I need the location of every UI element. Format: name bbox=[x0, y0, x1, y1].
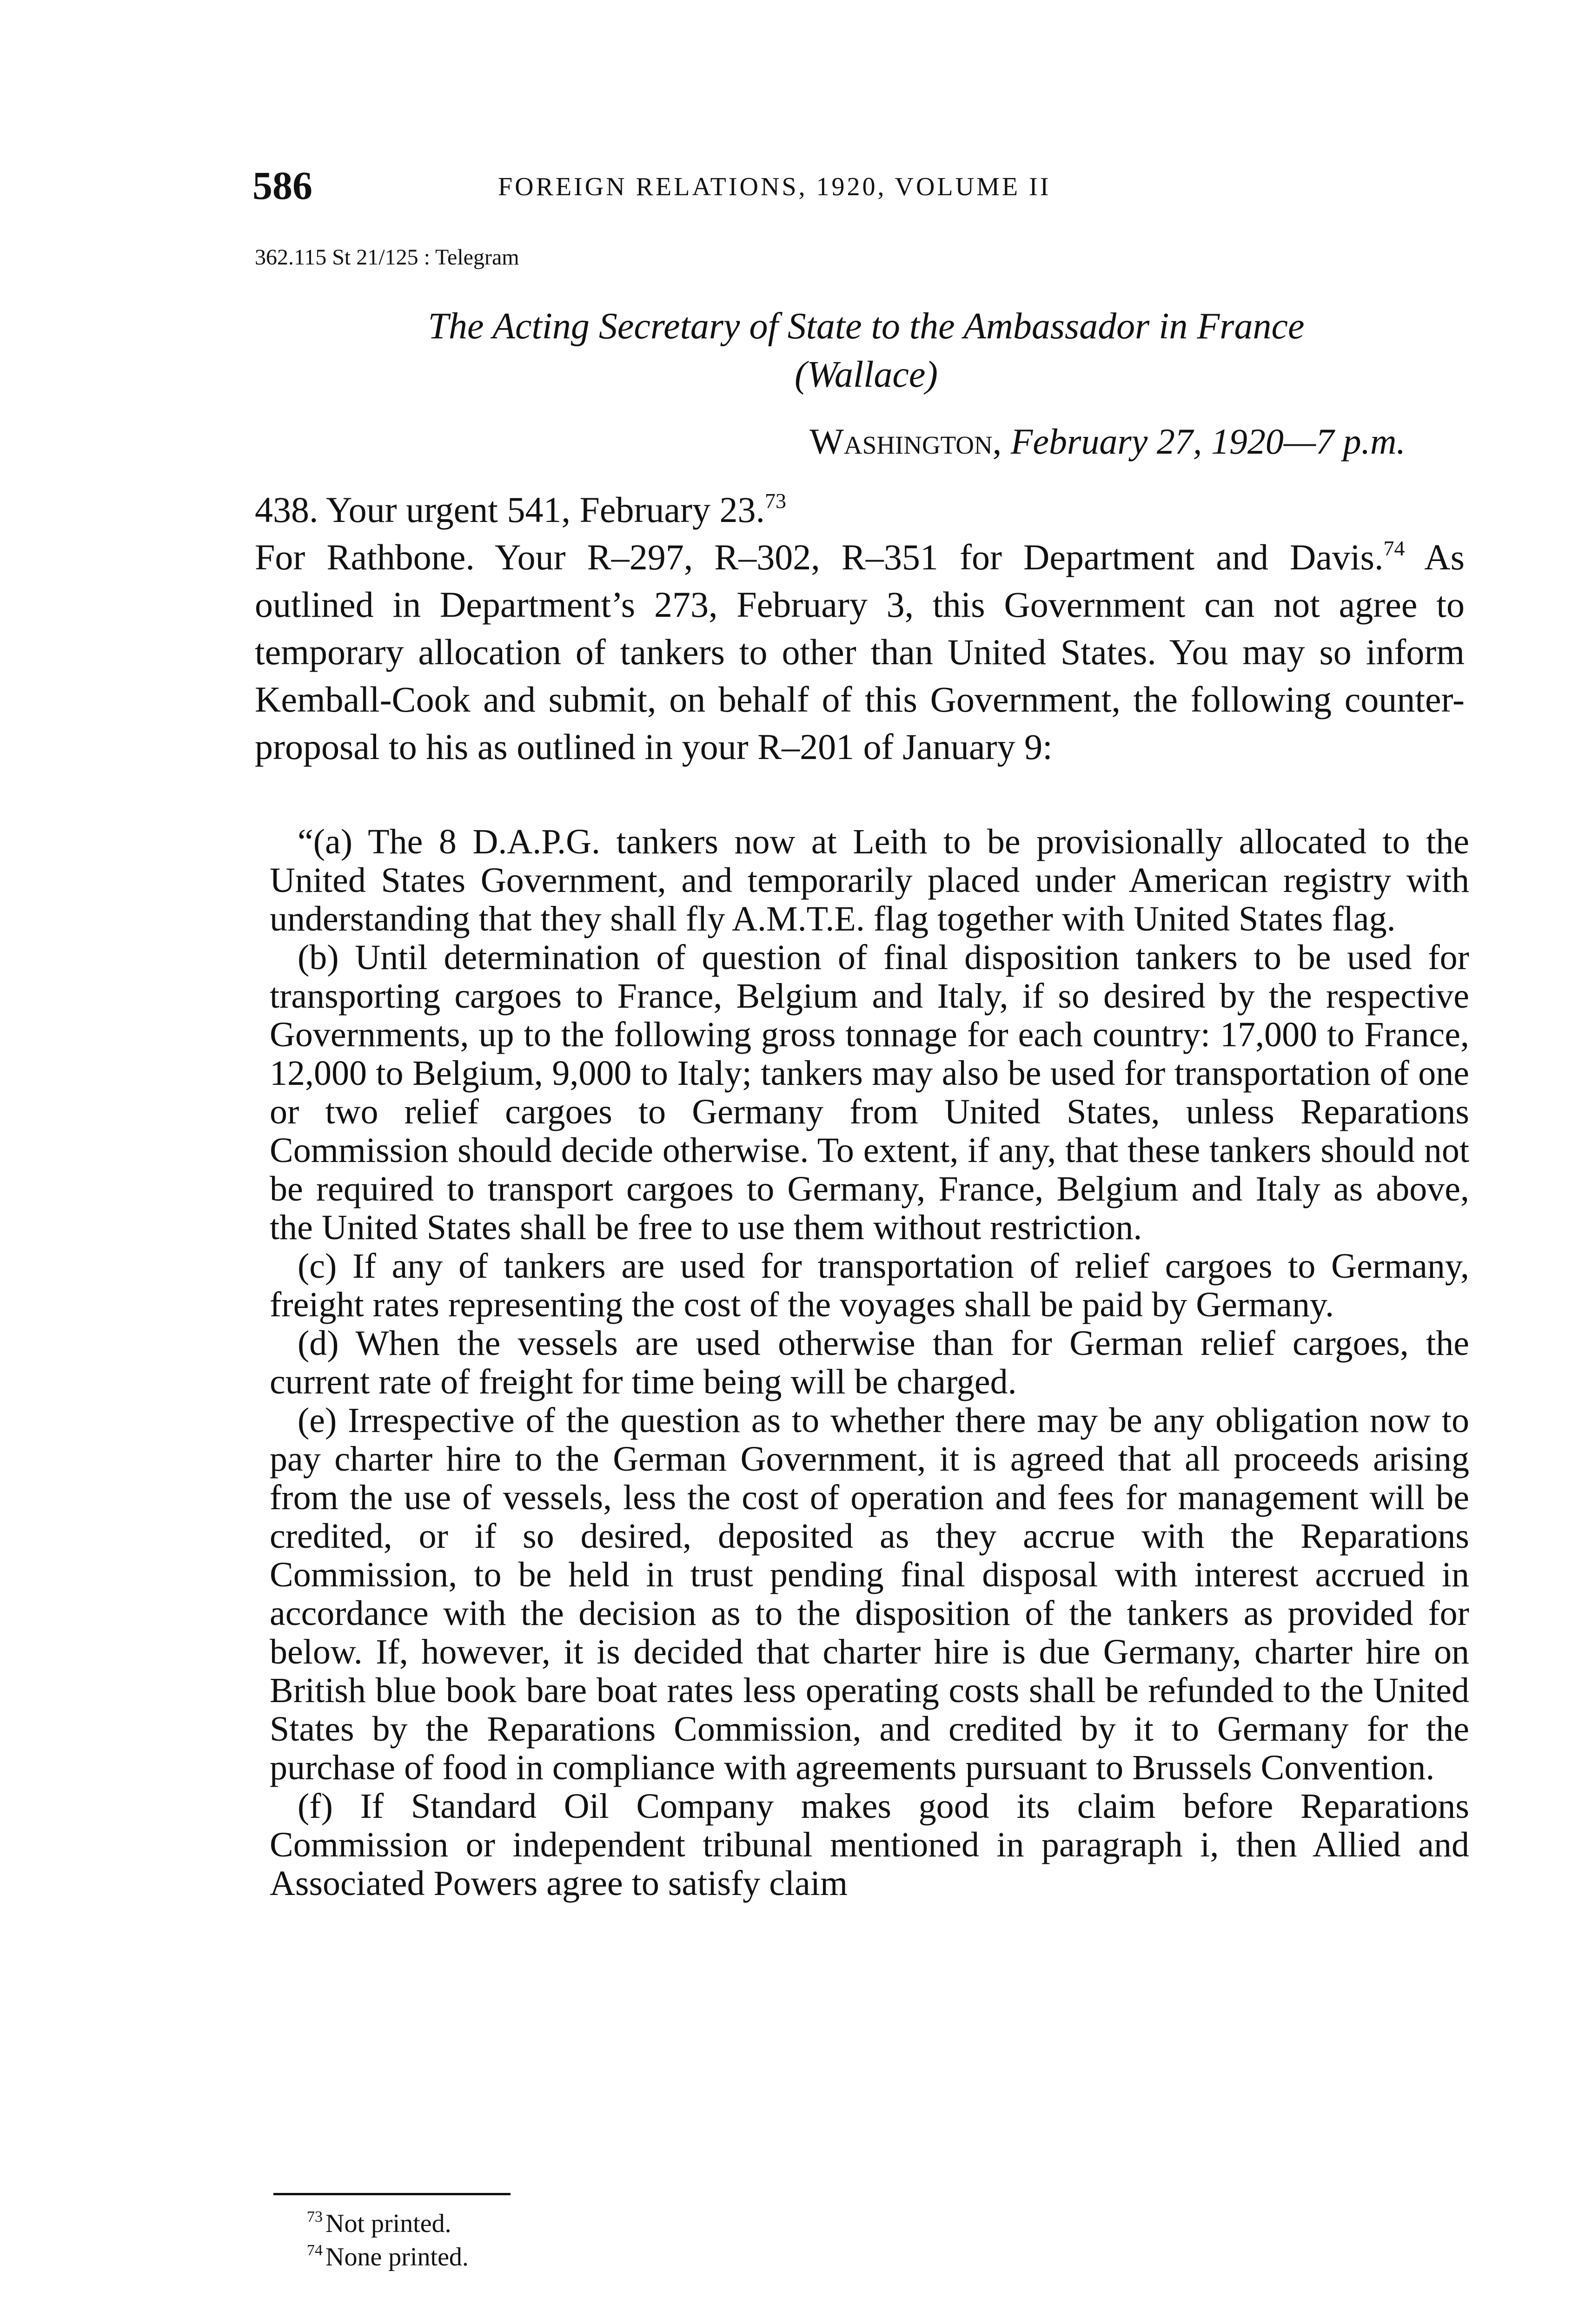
telegram-body bbox=[255, 486, 1465, 771]
dateline-place: Washington, bbox=[809, 421, 1002, 462]
footnote-73: $^{73}$ Not printed. bbox=[307, 2208, 451, 2238]
clause-e: (e) Irrespective of the question as to whether there may be any obligation now to pay charter hire to the German Government, it is agreed that all proceeds arising from the use of vessels, less the cost of operation and fees for management will be credited, or if so desired, deposited as they accrue with the Reparations Commission, to be held in trust pending final disposal with interest accrued in accordance with the decision as to the disposition of the tankers as provided for below. If, however, it is decided that charter hire is due Germany, charter hire on British blue book bare boat rates less operating costs shall be refunded to the United States by the Reparations Commission, and credited by it to Germany for the purchase of food in compliance with agreements pursuant to Brussels Convention. bbox=[270, 1401, 1469, 1787]
footnote-ref-73: 73 bbox=[765, 489, 787, 513]
clause-c: (c) If any of tankers are used for transportation of relief cargoes to Germany, freight rates representing the cost of the voyages shall be paid by Germany. bbox=[270, 1247, 1469, 1324]
heading-line-2: (Wallace) bbox=[794, 354, 938, 395]
intro-paragraph: 438. Your urgent 541, February 23.73 bbox=[255, 489, 787, 530]
clause-a: “(a) The 8 D.A.P.G. tankers now at Leith to be provisionally allocated to the United States Government, and temporarily placed under American registry with understanding that they shall fly A.M.T.E. flag together with United States flag. bbox=[270, 822, 1469, 938]
clause-f: (f) If Standard Oil Company makes good its claim before Reparations Commission or independent tribunal mentioned in paragraph i, then Allied and Associated Powers agree to satisfy claim bbox=[270, 1787, 1469, 1903]
footnote-divider bbox=[273, 2193, 511, 2195]
running-title: FOREIGN RELATIONS, 1920, VOLUME II bbox=[498, 172, 1051, 201]
instruction-paragraph: For Rathbone. Your R–297, R–302, R–351 for Department and Davis.$^{74}$ As outlined in Department’s 273, February 3, this Government can not agree to temporary allocation of tankers to other than United States. You may so inform Kemball-Cook and submit, on behalf of this Government, the following counter-proposal to his as outlined in your R–201 of January 9: bbox=[255, 536, 1465, 767]
footnote-ref-74: 74 bbox=[1383, 536, 1405, 560]
clause-b: (b) Until determination of question of final disposition tankers to be used for transporting cargoes to France, Belgium and Italy, if so desired by the respective Governments, up to the following gross tonnage for each country: 17,000 to France, 12,000 to Belgium, 9,000 to Italy; tankers may also be used for transportation of one or two relief cargoes to Germany from United States, unless Reparations Commission should decide otherwise. To extent, if any, that these tankers should not be required to transport cargoes to Germany, France, Belgium and Italy as above, the United States shall be free to use them without restriction. bbox=[270, 938, 1469, 1247]
dateline bbox=[252, 417, 1406, 466]
running-header bbox=[252, 160, 1480, 216]
document-heading bbox=[252, 302, 1480, 399]
dateline-date: February 27, 1920—7 p.m. bbox=[1010, 421, 1406, 462]
footnote-74: $^{74}$ None printed. bbox=[307, 2242, 469, 2271]
clause-d: (d) When the vessels are used otherwise than for German relief cargoes, the current rate of freight for time being will be charged. bbox=[270, 1324, 1469, 1401]
page-number: 586 bbox=[252, 163, 312, 208]
counter-proposal-clauses bbox=[270, 823, 1469, 1903]
heading-line-1: The Acting Secretary of State to the Ambassador in France bbox=[428, 306, 1305, 347]
footnotes bbox=[307, 2207, 469, 2274]
file-reference: 362.115 St 21/125 : Telegram bbox=[255, 245, 519, 270]
